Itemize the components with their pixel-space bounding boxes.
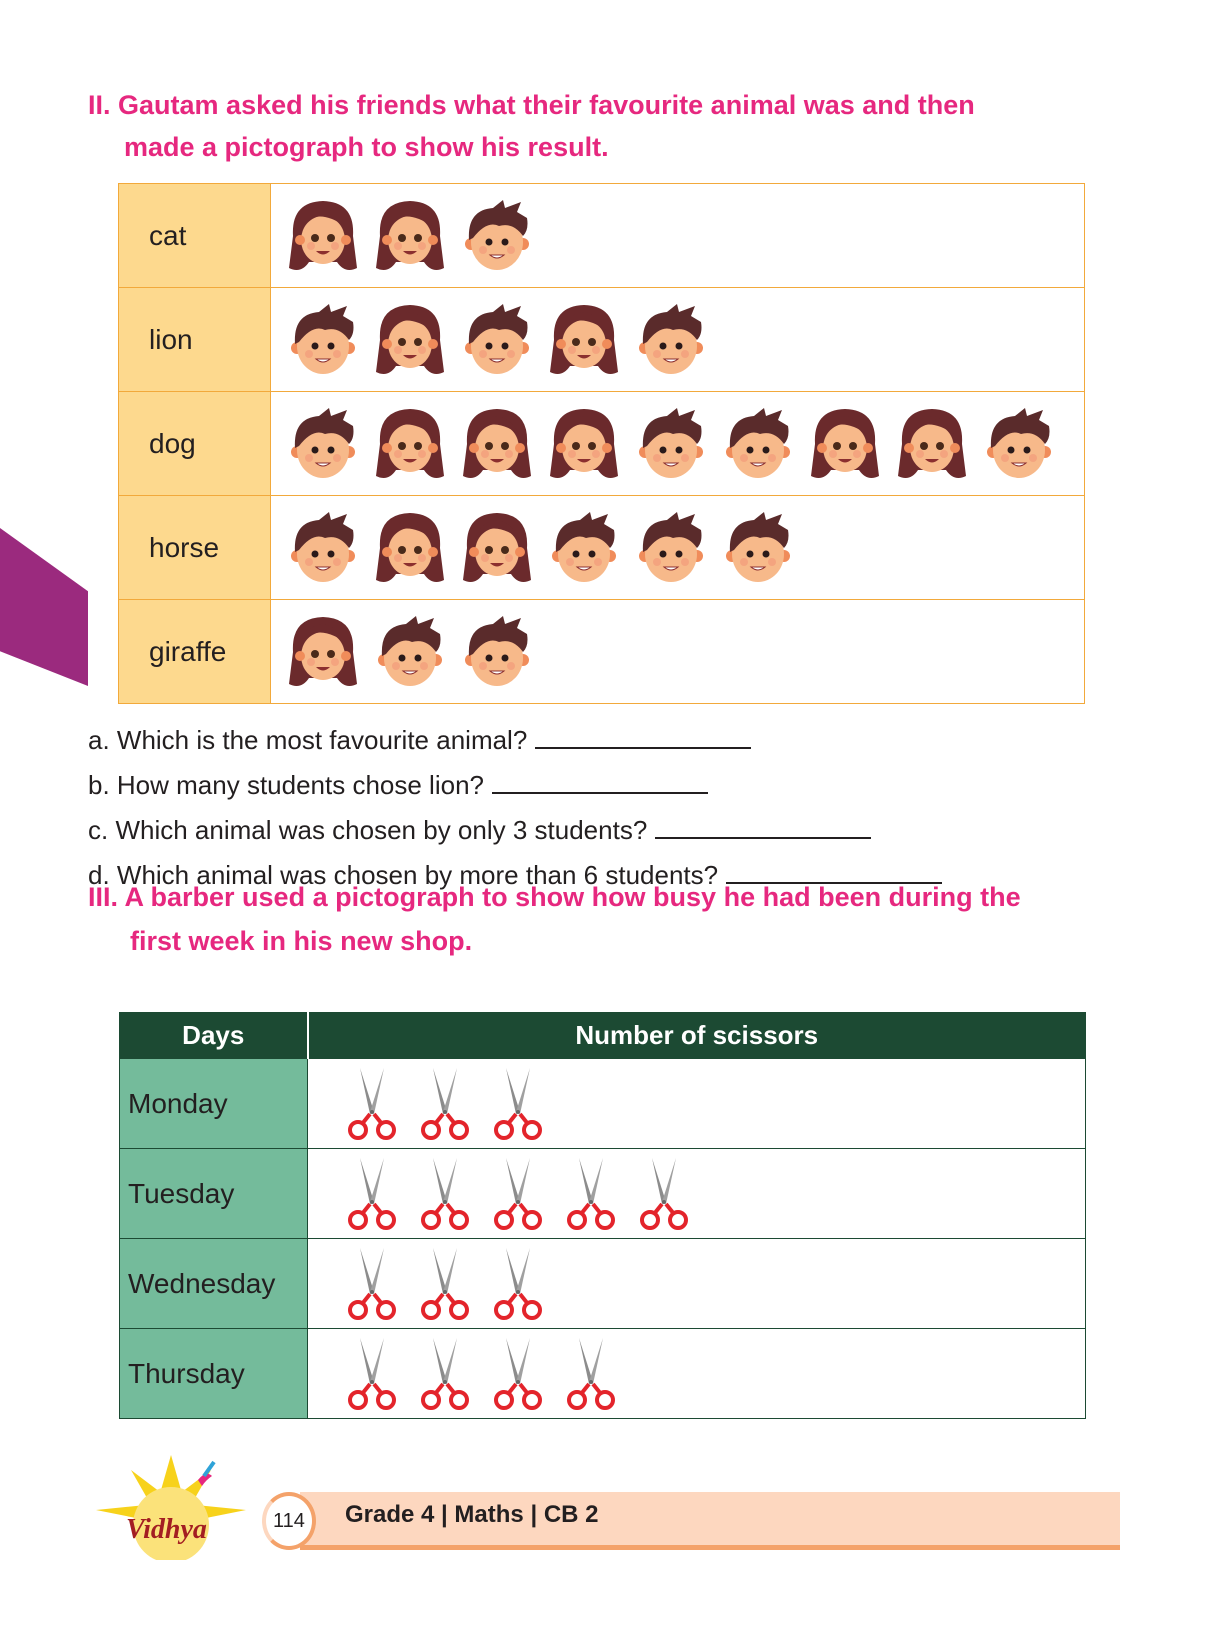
scissors-icon xyxy=(563,1156,619,1232)
scissors-icon xyxy=(417,1336,473,1412)
day-label: Tuesday xyxy=(120,1149,308,1239)
scissors-row-tuesday xyxy=(120,1149,1086,1239)
pictograph-row-lion xyxy=(119,288,1085,392)
boy-face-icon xyxy=(459,196,535,276)
scissors-icon xyxy=(490,1336,546,1412)
header-number-of-scissors: Number of scissors xyxy=(308,1013,1086,1059)
answer-blank-a[interactable] xyxy=(535,727,751,749)
animal-label: cat xyxy=(119,184,271,288)
boy-face-icon xyxy=(372,612,448,692)
decorative-purple-shape xyxy=(0,528,88,686)
question-d: d. Which animal was chosen by more than 6 students? xyxy=(88,853,942,898)
scissors-icon xyxy=(344,1246,400,1322)
section-2-number: II. xyxy=(88,90,111,120)
footer-text: Grade 4 | Maths | CB 2 xyxy=(345,1501,599,1528)
section-3-heading xyxy=(88,876,1093,918)
boy-face-icon xyxy=(459,612,535,692)
section-3-heading-line-2: first week in his new shop. xyxy=(130,926,473,956)
face-icons xyxy=(271,184,1085,288)
day-label: Wednesday xyxy=(120,1239,308,1329)
scissors-pictograph xyxy=(119,1012,1086,1419)
animal-label: horse xyxy=(119,496,271,600)
animal-label: lion xyxy=(119,288,271,392)
scissors-icons xyxy=(308,1149,1086,1239)
boy-face-icon xyxy=(285,300,361,380)
scissors-icon xyxy=(344,1156,400,1232)
scissors-icon xyxy=(417,1246,473,1322)
boy-face-icon xyxy=(285,508,361,588)
boy-face-icon xyxy=(285,404,361,484)
animal-label: dog xyxy=(119,392,271,496)
section-2-heading xyxy=(88,84,1093,126)
face-icons xyxy=(271,496,1085,600)
scissors-icon xyxy=(490,1066,546,1142)
scissors-icons xyxy=(308,1329,1086,1419)
boy-face-icon xyxy=(459,300,535,380)
pictograph-row-giraffe xyxy=(119,600,1085,704)
girl-face-icon xyxy=(459,404,535,484)
section-3-line-1: A barber used a pictograph to show how busy he had been during the xyxy=(124,882,1021,912)
vidhya-logo-icon xyxy=(86,1450,256,1560)
scissors-icon xyxy=(417,1066,473,1142)
scissors-icons xyxy=(308,1239,1086,1329)
questions-list xyxy=(88,718,942,898)
girl-face-icon xyxy=(807,404,883,484)
girl-face-icon xyxy=(372,404,448,484)
scissors-row-thursday xyxy=(120,1329,1086,1419)
girl-face-icon xyxy=(894,404,970,484)
answer-blank-c[interactable] xyxy=(655,817,871,839)
pictograph-row-cat xyxy=(119,184,1085,288)
day-label: Monday xyxy=(120,1059,308,1149)
face-icons xyxy=(271,600,1085,704)
boy-face-icon xyxy=(633,404,709,484)
answer-blank-b[interactable] xyxy=(492,772,708,794)
scissors-icon xyxy=(344,1336,400,1412)
animal-label: giraffe xyxy=(119,600,271,704)
pictograph-row-dog xyxy=(119,392,1085,496)
section-3-number: III. xyxy=(88,882,119,912)
section-2-heading-line-2: made a pictograph to show his result. xyxy=(124,132,609,162)
scissors-icon xyxy=(563,1336,619,1412)
question-a: a. Which is the most favourite animal? xyxy=(88,718,942,763)
scissors-icon xyxy=(490,1156,546,1232)
scissors-icon xyxy=(417,1156,473,1232)
page-footer xyxy=(0,1480,1223,1560)
girl-face-icon xyxy=(285,612,361,692)
scissors-icon xyxy=(490,1246,546,1322)
girl-face-icon xyxy=(546,404,622,484)
animal-pictograph xyxy=(118,183,1085,704)
girl-face-icon xyxy=(372,196,448,276)
question-b: b. How many students chose lion? xyxy=(88,763,942,808)
face-icons xyxy=(271,288,1085,392)
girl-face-icon xyxy=(459,508,535,588)
boy-face-icon xyxy=(720,404,796,484)
girl-face-icon xyxy=(546,300,622,380)
scissors-row-monday xyxy=(120,1059,1086,1149)
boy-face-icon xyxy=(720,508,796,588)
scissors-row-wednesday xyxy=(120,1239,1086,1329)
pictograph-row-horse xyxy=(119,496,1085,600)
header-days: Days xyxy=(120,1013,308,1059)
svg-text:Vidhya: Vidhya xyxy=(126,1514,207,1545)
day-label: Thursday xyxy=(120,1329,308,1419)
boy-face-icon xyxy=(633,508,709,588)
section-2-line-1: Gautam asked his friends what their favourite animal was and then xyxy=(118,90,975,120)
boy-face-icon xyxy=(633,300,709,380)
scissors-icon xyxy=(344,1066,400,1142)
scissors-icons xyxy=(308,1059,1086,1149)
boy-face-icon xyxy=(981,404,1057,484)
question-c: c. Which animal was chosen by only 3 students? xyxy=(88,808,942,853)
girl-face-icon xyxy=(372,508,448,588)
girl-face-icon xyxy=(285,196,361,276)
scissors-icon xyxy=(636,1156,692,1232)
girl-face-icon xyxy=(372,300,448,380)
face-icons xyxy=(271,392,1085,496)
boy-face-icon xyxy=(546,508,622,588)
page-number: 114 xyxy=(262,1492,316,1550)
